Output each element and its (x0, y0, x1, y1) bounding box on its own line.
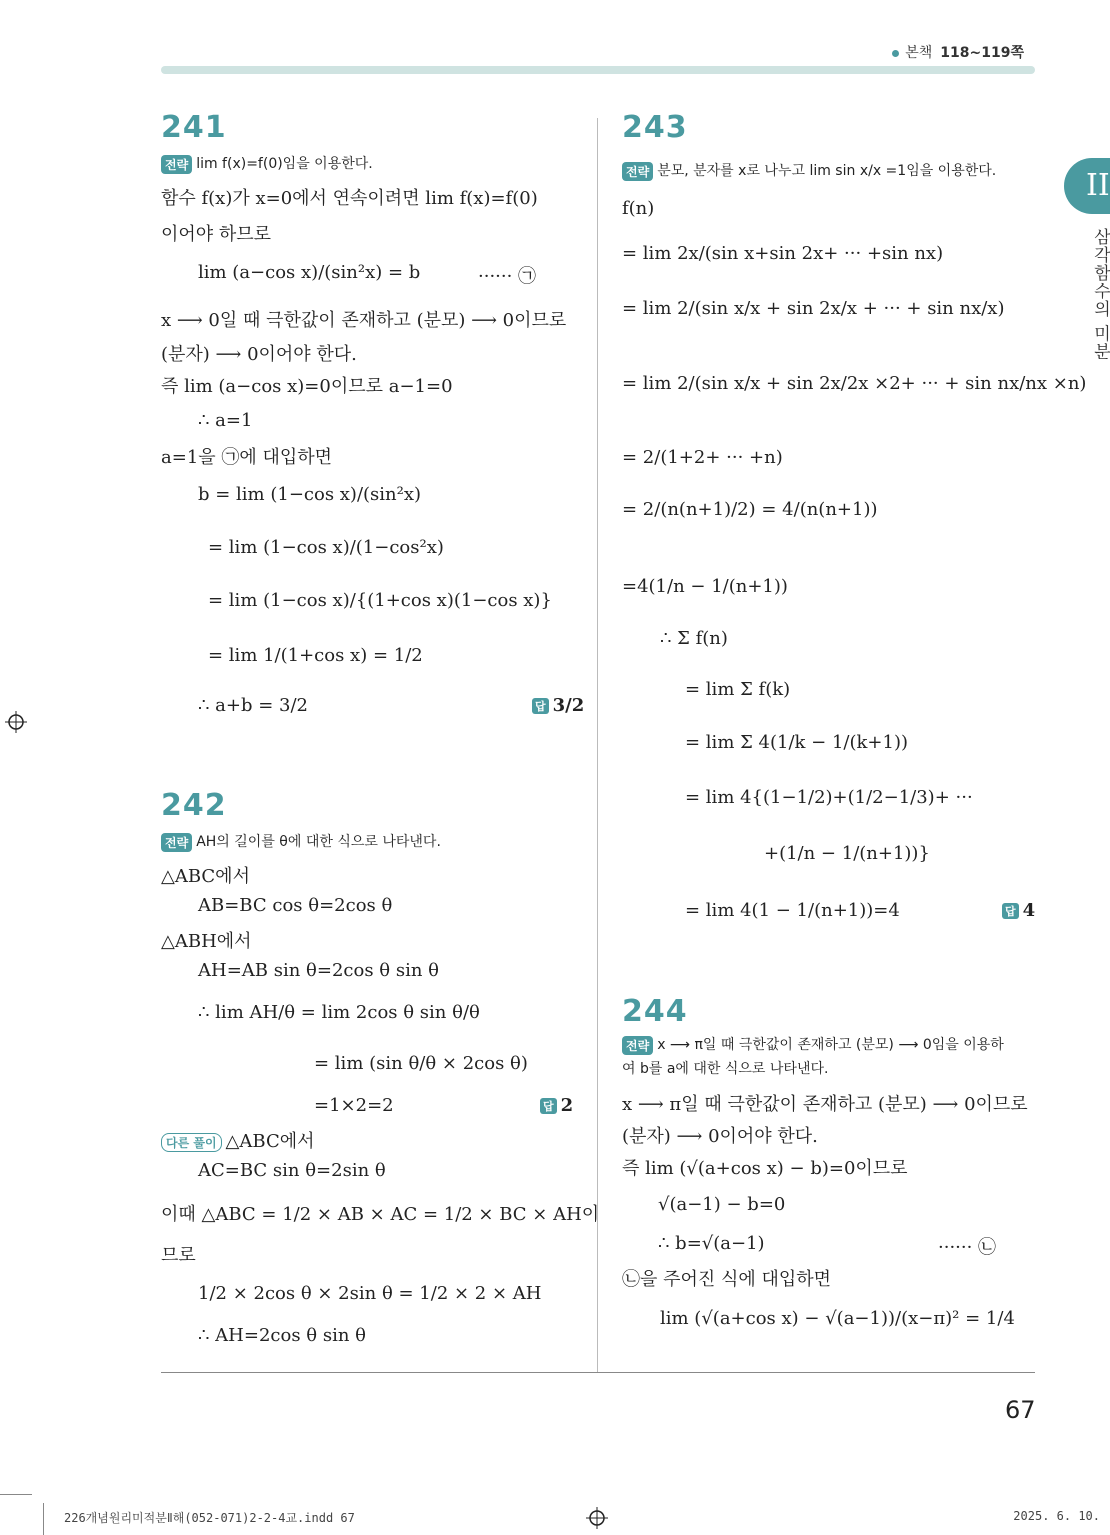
strategy-text: AH의 길이를 θ에 대한 식으로 나타낸다. (196, 834, 441, 850)
strategy-241 (161, 153, 373, 174)
strategy-244 (622, 1034, 1004, 1055)
answer-value: 4 (1022, 900, 1036, 921)
line: △ABH에서 (161, 931, 252, 952)
page-header (892, 42, 1024, 62)
equation: b = lim (1−cos x)/(sin²x) (198, 484, 422, 505)
answer-tag: 답 (532, 698, 549, 714)
line: 므로 (161, 1245, 196, 1266)
equation: lim (a−cos x)/(sin²x) = b (198, 262, 421, 283)
problem-number-243: 243 (622, 110, 688, 145)
strategy-243 (622, 160, 996, 181)
chapter-numeral: II (1086, 168, 1110, 203)
page-number: 67 (1005, 1396, 1036, 1424)
column-divider (597, 118, 598, 1372)
line: ㉡을 주어진 식에 대입하면 (622, 1269, 832, 1290)
strategy-text-cont: 여 b를 a에 대한 식으로 나타낸다. (622, 1061, 829, 1077)
footer-date: 2025. 6. 10. (1013, 1509, 1100, 1523)
equation: = lim (1−cos x)/(1−cos²x) (208, 537, 444, 558)
line: (분자) ⟶ 0이어야 한다. (161, 344, 357, 365)
equation: = lim 4(1 − 1/(n+1))=4 (685, 900, 900, 921)
equation: = lim 1/(1+cos x) = 1/2 (208, 645, 423, 666)
header-bar (161, 66, 1035, 74)
registration-mark-icon (586, 1507, 608, 1529)
equation: = lim 2/(sin x/x + sin 2x/2x ×2+ ··· + sin nx/nx ×n) (622, 373, 1087, 394)
equation: √(a−1) − b=0 (658, 1194, 786, 1215)
page-range: 118~119쪽 (940, 45, 1024, 61)
line: 즉 lim (a−cos x)=0이므로 a−1=0 (161, 376, 453, 397)
line: △ABC에서 (225, 1131, 315, 1152)
registration-mark-icon (5, 711, 27, 733)
line: f(n) (622, 198, 655, 219)
strategy-text: lim f(x)=f(0)임을 이용한다. (196, 156, 373, 172)
crop-mark (43, 1503, 44, 1535)
strategy-tag: 전략 (161, 155, 192, 174)
answer-242 (540, 1095, 573, 1116)
line: 함수 f(x)가 x=0에서 연속이려면 lim f(x)=f(0) (161, 188, 538, 209)
equation: ∴ Σ f(n) (660, 628, 728, 649)
strategy-tag: 전략 (622, 162, 653, 181)
line: =1×2=2 (314, 1095, 394, 1116)
problem-number-242: 242 (161, 788, 227, 823)
equation: = lim (sin θ/θ × 2cos θ) (314, 1053, 528, 1074)
equation: = lim Σ f(k) (685, 679, 791, 700)
strategy-text: 분모, 분자를 x로 나누고 lim sin x/x =1임을 이용한다. (657, 163, 997, 179)
strategy-text: x ⟶ π일 때 극한값이 존재하고 (분모) ⟶ 0임을 이용하 (657, 1037, 1004, 1053)
equation: = 2/(1+2+ ··· +n) (622, 447, 783, 468)
chapter-title: 삼각함수의 미분 (1090, 228, 1110, 361)
line: a=1을 ㉠에 대입하면 (161, 447, 333, 468)
answer-value: 3/2 (552, 695, 585, 716)
equation: = lim (1−cos x)/{(1+cos x)(1−cos x)} (208, 590, 552, 611)
equation: = 2/(n(n+1)/2) = 4/(n(n+1)) (622, 499, 878, 520)
crop-mark (0, 1494, 32, 1495)
alt-solution-tag: 다른 풀이 (161, 1133, 222, 1152)
line: x ⟶ 0일 때 극한값이 존재하고 (분모) ⟶ 0이므로 (161, 310, 567, 331)
answer-value: 2 (560, 1095, 574, 1116)
bullet-icon (892, 50, 899, 57)
strategy-tag: 전략 (622, 1036, 653, 1055)
strategy-tag: 전략 (161, 833, 192, 852)
book-label: 본책 (905, 45, 933, 61)
line: AH=AB sin θ=2cos θ sin θ (198, 960, 439, 981)
equation: = lim 2x/(sin x+sin 2x+ ··· +sin nx) (622, 243, 944, 264)
alt-solution (161, 1127, 315, 1153)
equation: +(1/n − 1/(n+1))} (764, 843, 930, 864)
line: (분자) ⟶ 0이어야 한다. (622, 1126, 818, 1147)
equation: ∴ b=√(a−1) (658, 1233, 765, 1254)
line: 이어야 하므로 (161, 224, 272, 245)
line: AB=BC cos θ=2cos θ (198, 895, 393, 916)
line: ∴ a=1 (198, 410, 253, 431)
line: AC=BC sin θ=2sin θ (198, 1160, 386, 1181)
answer-241 (532, 695, 584, 716)
equation: 1/2 × 2cos θ × 2sin θ = 1/2 × 2 × AH (198, 1283, 542, 1304)
answer-tag: 답 (1002, 903, 1019, 919)
equation-mark: ······ ㉡ (938, 1237, 997, 1258)
equation: =4(1/n − 1/(n+1)) (622, 576, 788, 597)
answer-243 (1002, 900, 1035, 921)
strategy-242 (161, 831, 441, 852)
problem-number-241: 241 (161, 110, 227, 145)
line: 이때 △ABC = 1/2 × AB × AC = 1/2 × BC × AH이 (161, 1204, 600, 1225)
equation-mark: ······ ㉠ (478, 266, 537, 287)
problem-number-244: 244 (622, 994, 688, 1029)
answer-tag: 답 (540, 1098, 557, 1114)
equation: = lim 4{(1−1/2)+(1/2−1/3)+ ··· (685, 787, 973, 808)
footer-file: 226개념원리미적분Ⅱ해(052-071)2-2-4교.indd 67 (64, 1511, 355, 1525)
line: △ABC에서 (161, 866, 250, 887)
line: ∴ AH=2cos θ sin θ (198, 1325, 366, 1346)
equation: = lim Σ 4(1/k − 1/(k+1)) (685, 732, 909, 753)
equation: lim (√(a+cos x) − √(a−1))/(x−π)² = 1/4 (660, 1308, 1015, 1329)
footer-rule (161, 1372, 1035, 1373)
equation: ∴ lim AH/θ = lim 2cos θ sin θ/θ (198, 1002, 480, 1023)
equation: ∴ a+b = 3/2 (198, 695, 309, 716)
line: 즉 lim (√(a+cos x) − b)=0이므로 (622, 1158, 908, 1179)
chapter-tab (1064, 158, 1110, 214)
line: x ⟶ π일 때 극한값이 존재하고 (분모) ⟶ 0이므로 (622, 1094, 1028, 1115)
equation: = lim 2/(sin x/x + sin 2x/x + ··· + sin nx/x) (622, 298, 1005, 319)
